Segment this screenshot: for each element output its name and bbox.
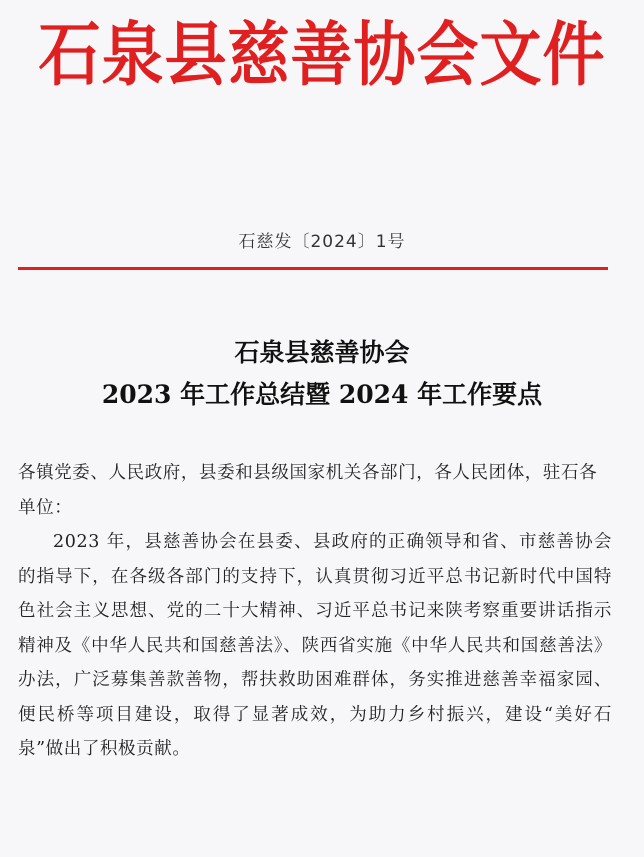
title-line-organization: 石泉县慈善协会	[234, 338, 410, 367]
salutation: 各镇党委、人民政府，县委和县级国家机关各部门，各人民团体，驻石各单位：	[18, 463, 598, 518]
document-body	[18, 456, 612, 767]
title-line-subject: 2023 年工作总结暨 2024 年工作要点	[101, 380, 543, 409]
document-number: 石慈发〔2024〕1号	[238, 232, 406, 252]
red-divider-rule	[18, 267, 608, 270]
masthead-title: 石泉县慈善协会文件	[38, 13, 606, 96]
body-paragraph: 2023 年，县慈善协会在县委、县政府的正确领导和省、市慈善协会的指导下，在各级各部门的支持下，认真贯彻习近平总书记新时代中国特色社会主义思想、党的二十大精神、习近平总书记来陕考察重要讲话指示精神及《中华人民共和国慈善法》、陕西省实施《中华人民共和国慈善法》办法，广泛募集善款善物，帮扶救助困难群体，务实推进慈善幸福家园、便民桥等项目建设，取得了显著成效，为助力乡村振兴，建设“美好石泉”做出了积极贡献。	[18, 532, 612, 759]
document-title	[0, 332, 644, 416]
